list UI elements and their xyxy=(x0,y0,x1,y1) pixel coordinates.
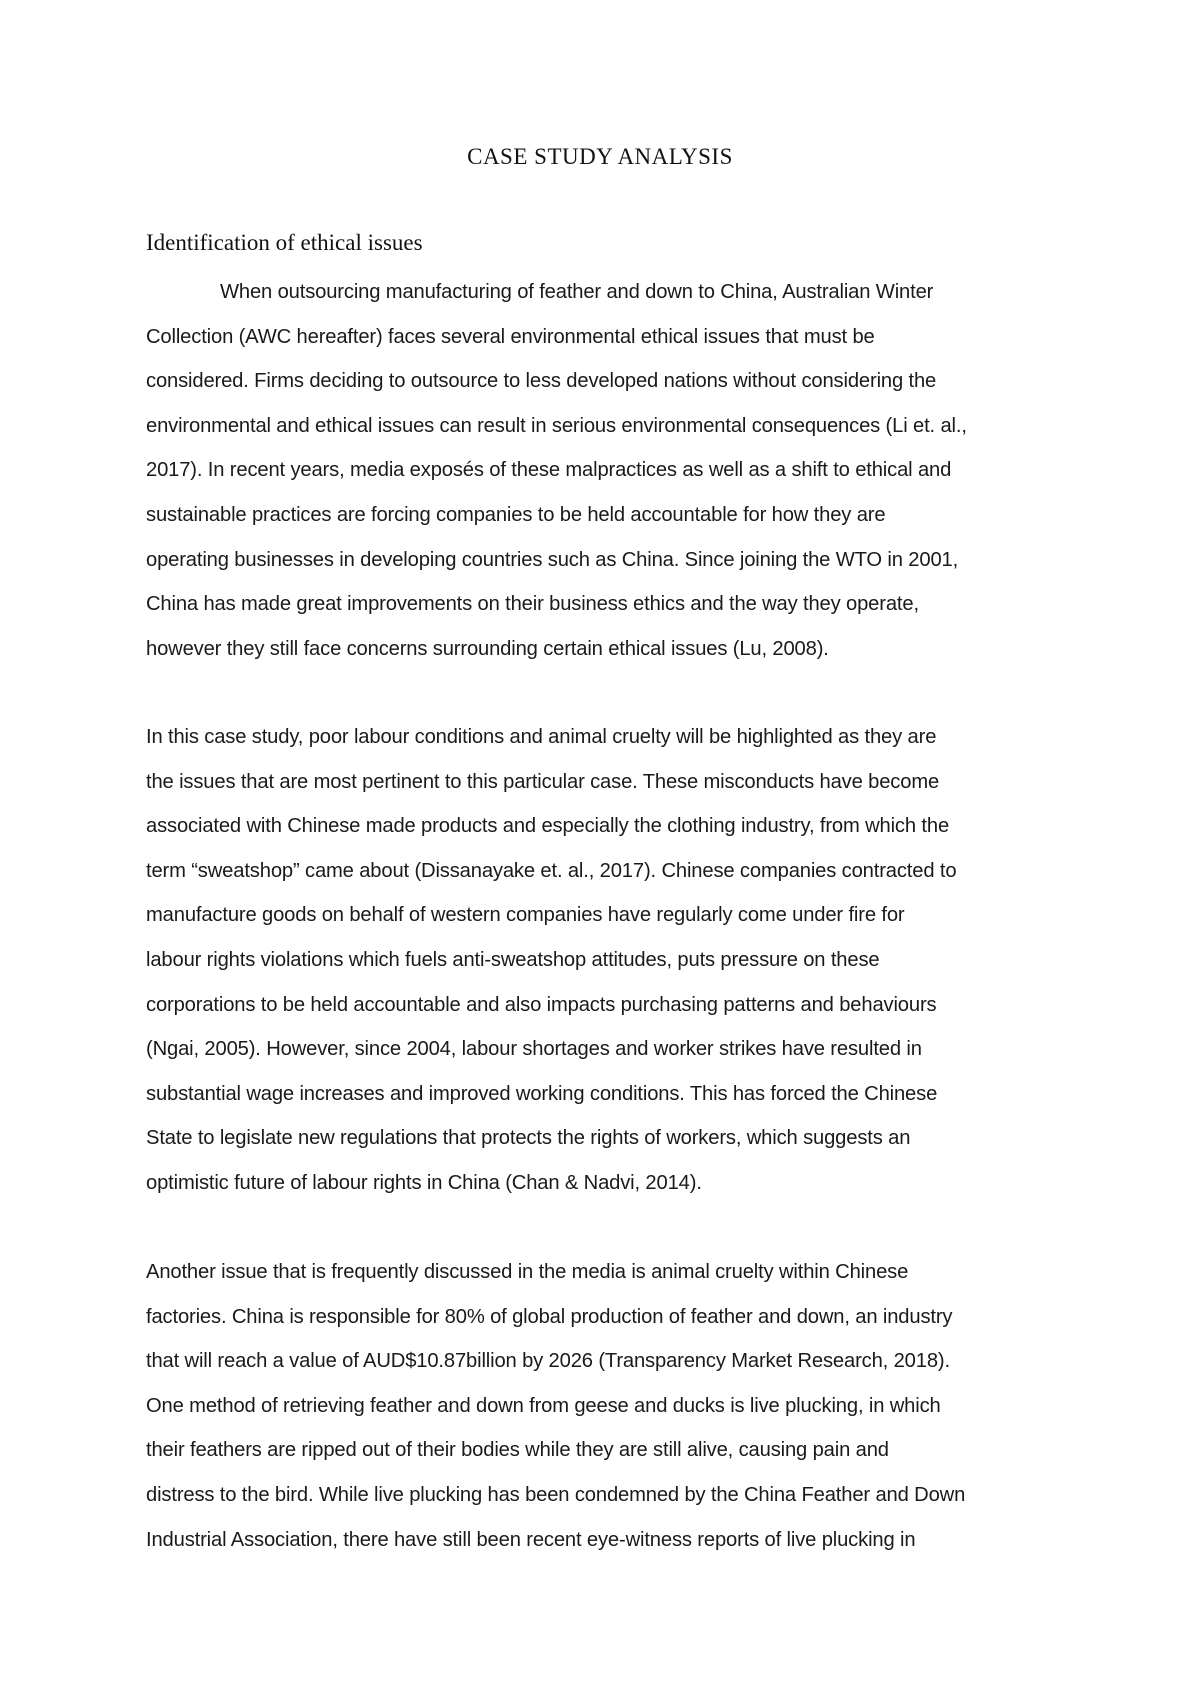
section-heading: Identification of ethical issues xyxy=(146,230,423,255)
paragraph-line: however they still face concerns surrounding certain ethical issues (Lu, 2008). xyxy=(146,637,829,660)
paragraph-line: that will reach a value of AUD$10.87billion by 2026 (Transparency Market Research, 2018). xyxy=(146,1350,950,1373)
paragraph-line: One method of retrieving feather and down from geese and ducks is live plucking, in which xyxy=(146,1394,941,1417)
paragraph-line: operating businesses in developing countries such as China. Since joining the WTO in 2001, xyxy=(146,548,959,571)
paragraph-1 xyxy=(146,270,1066,671)
paragraph-line: When outsourcing manufacturing of feather and down to China, Australian Winter xyxy=(220,281,934,303)
paragraph-line: associated with Chinese made products and especially the clothing industry, from which the xyxy=(146,815,950,838)
paragraph-line: considered. Firms deciding to outsource to less developed nations without considering the xyxy=(146,370,937,393)
paragraph-line: China has made great improvements on their business ethics and the way they operate, xyxy=(146,593,919,616)
paragraph-2 xyxy=(146,715,1066,1206)
paragraph-line: corporations to be held accountable and also impacts purchasing patterns and behaviours xyxy=(146,993,937,1016)
paragraph-line: Industrial Association, there have still been recent eye-witness reports of live plucking in xyxy=(146,1528,916,1551)
paragraph-line: State to legislate new regulations that protects the rights of workers, which suggests an xyxy=(146,1127,911,1150)
paragraph-line: Collection (AWC hereafter) faces several environmental ethical issues that must be xyxy=(146,325,875,348)
paragraph-line: In this case study, poor labour conditions and animal cruelty will be highlighted as they are xyxy=(146,726,937,748)
paragraph-line: distress to the bird. While live plucking has been condemned by the China Feather and Down xyxy=(146,1483,966,1506)
paragraph-line: Another issue that is frequently discussed in the media is animal cruelty within Chinese xyxy=(146,1261,909,1283)
paragraph-line: optimistic future of labour rights in China (Chan & Nadvi, 2014). xyxy=(146,1171,702,1194)
paragraph-line: environmental and ethical issues can result in serious environmental consequences (Li et. al., xyxy=(146,414,967,437)
paragraph-line: labour rights violations which fuels anti-sweatshop attitudes, puts pressure on these xyxy=(146,948,880,971)
paragraph-line: (Ngai, 2005). However, since 2004, labour shortages and worker strikes have resulted in xyxy=(146,1038,922,1061)
document-title: CASE STUDY ANALYSIS xyxy=(467,144,733,169)
paragraph-line: sustainable practices are forcing companies to be held accountable for how they are xyxy=(146,503,886,526)
paragraph-3 xyxy=(146,1250,1066,1562)
paragraph-line: manufacture goods on behalf of western companies have regularly come under fire for xyxy=(146,904,905,927)
paragraph-line: their feathers are ripped out of their bodies while they are still alive, causing pain and xyxy=(146,1439,889,1462)
paragraph-line: term “sweatshop” came about (Dissanayake et. al., 2017). Chinese companies contracted to xyxy=(146,859,957,882)
paragraph-line: factories. China is responsible for 80% of global production of feather and down, an industry xyxy=(146,1305,953,1328)
paragraph-line: the issues that are most pertinent to this particular case. These misconducts have become xyxy=(146,770,940,793)
paragraph-line: substantial wage increases and improved working conditions. This has forced the Chinese xyxy=(146,1082,938,1105)
paragraph-line: 2017). In recent years, media exposés of these malpractices as well as a shift to ethical and xyxy=(146,459,952,482)
